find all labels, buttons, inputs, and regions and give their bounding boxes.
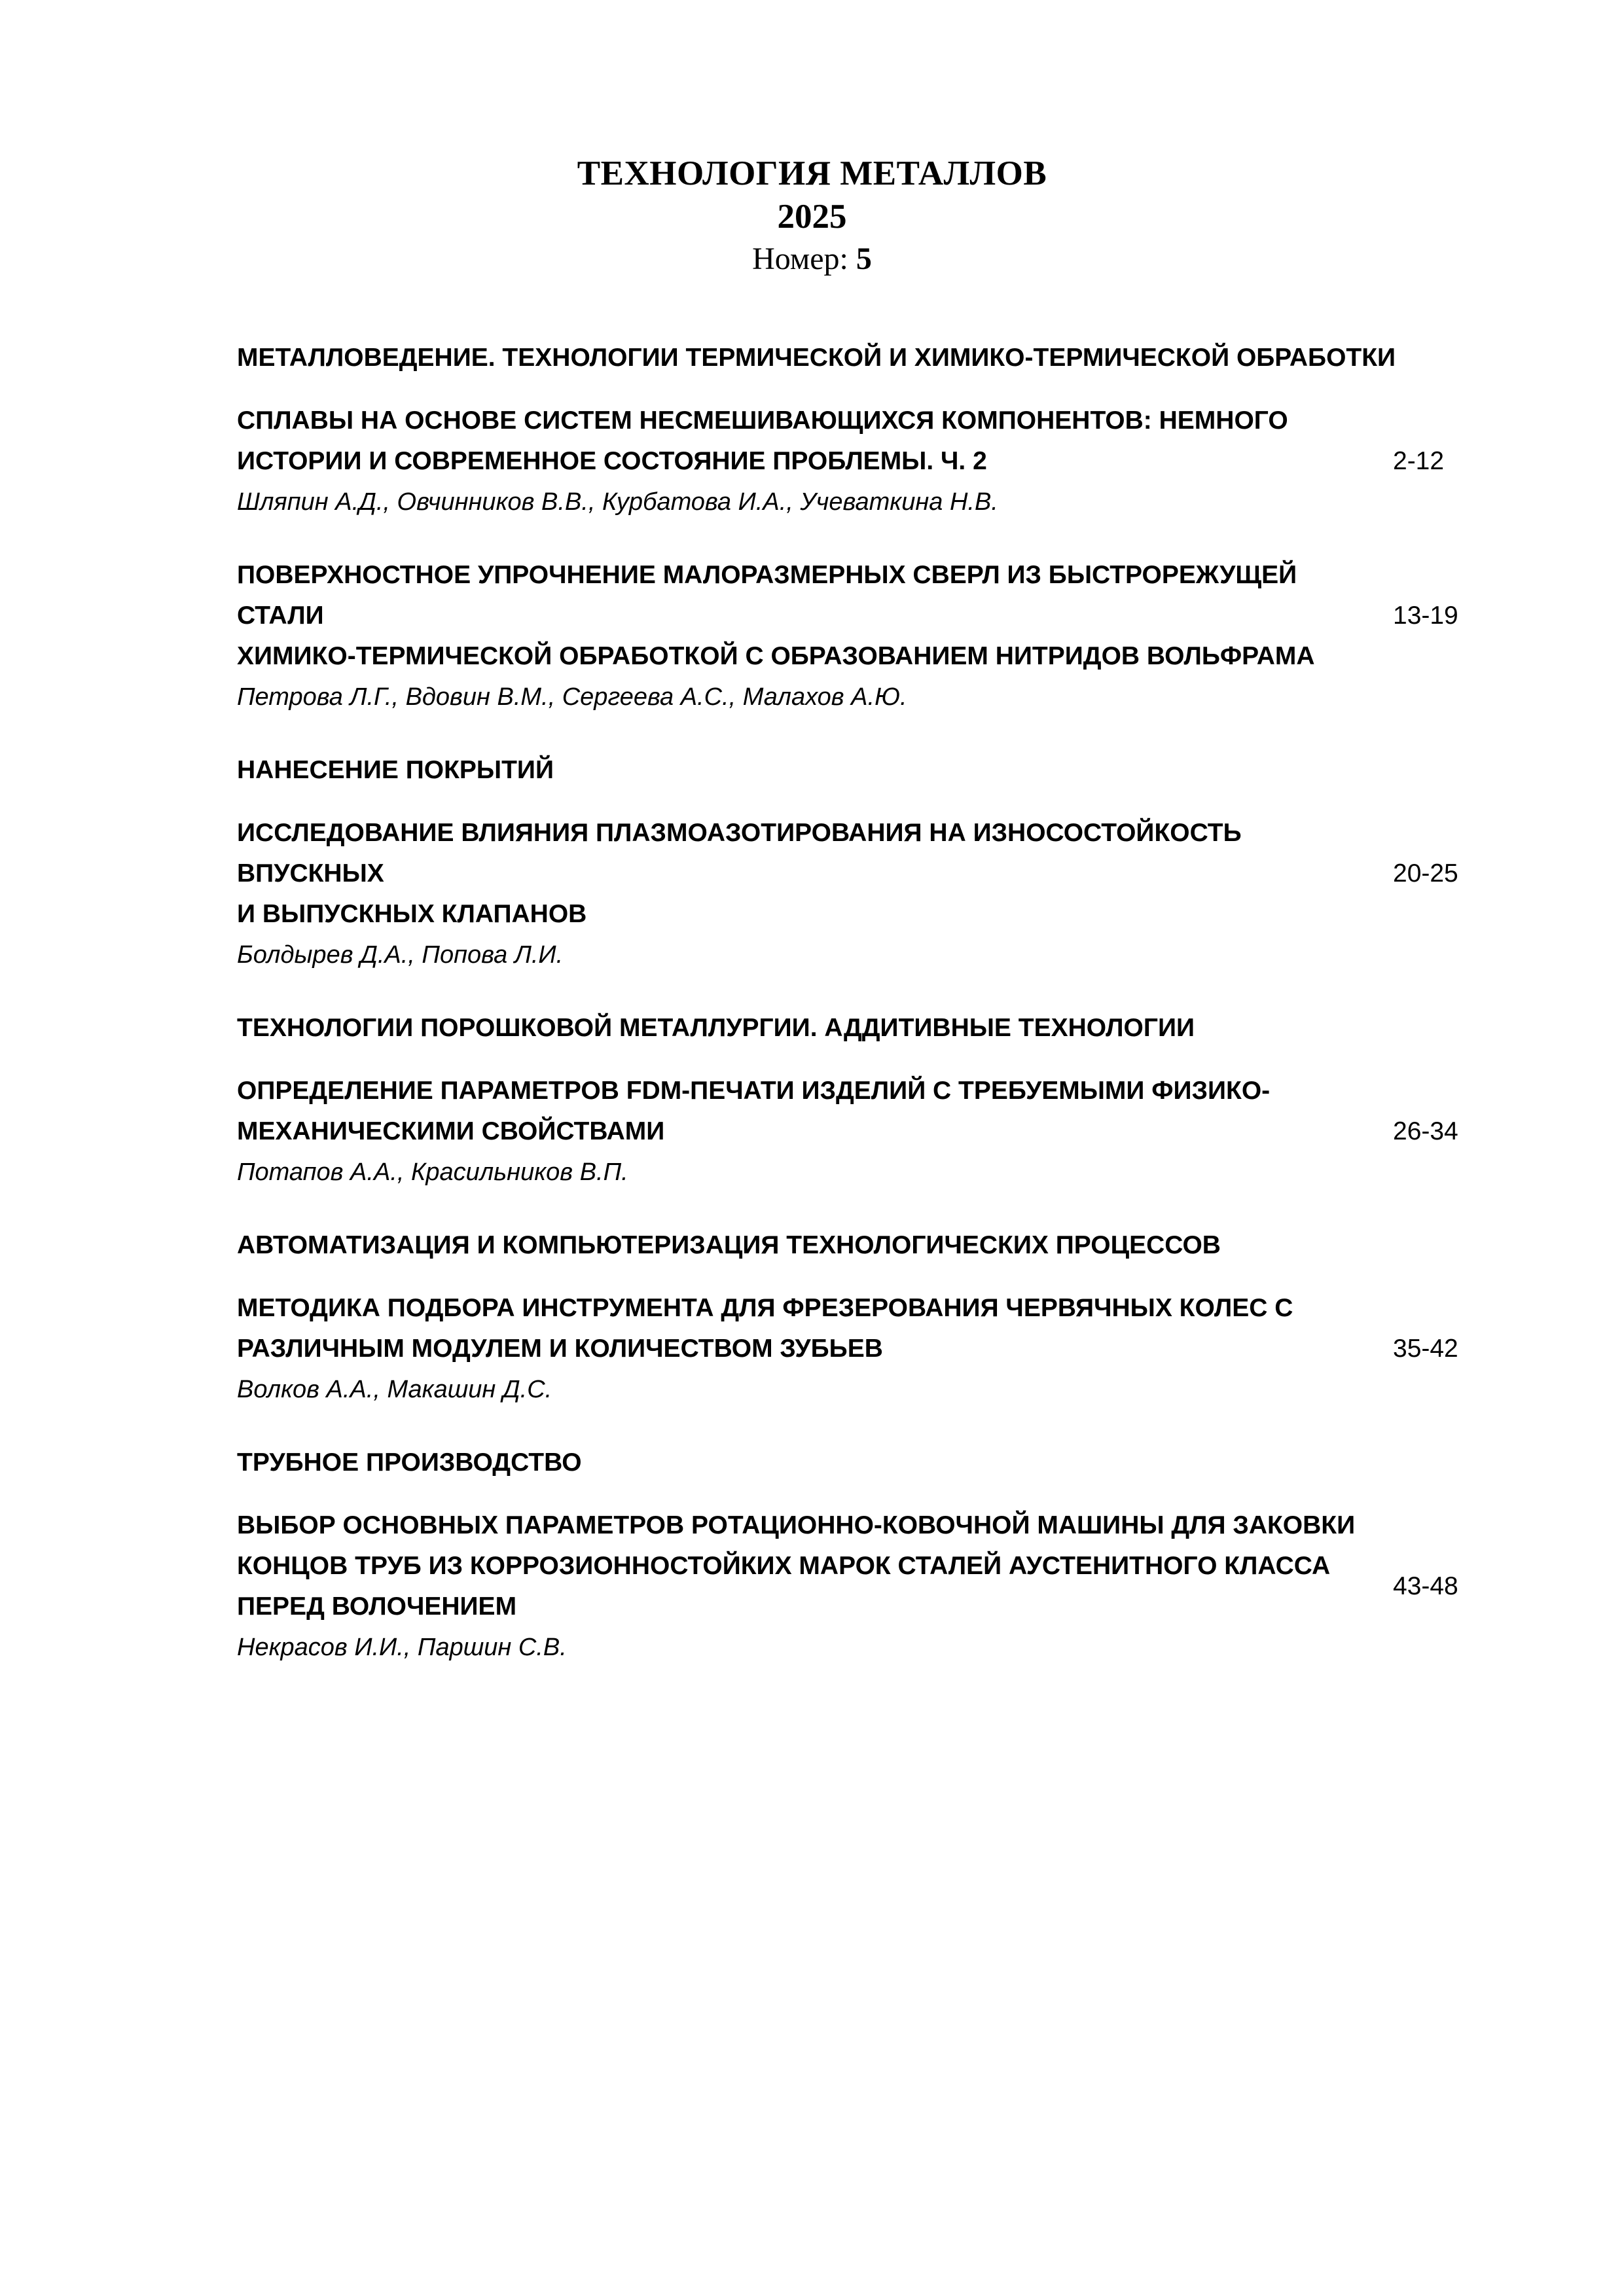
toc-entry[interactable] [237,1071,1481,1193]
toc-entry[interactable] [237,1288,1481,1410]
section-heading: МЕТАЛЛОВЕДЕНИЕ. ТЕХНОЛОГИИ ТЕРМИЧЕСКОЙ И ХИМИКО-ТЕРМИЧЕСКОЙ ОБРАБОТКИ [237,344,1396,372]
toc-entry[interactable] [237,401,1481,522]
article-title-line: И ВЫПУСКНЫХ КЛАПАНОВ [237,900,587,928]
spacer [237,522,1481,555]
article-authors: Некрасов И.И., Паршин С.В. [237,1634,567,1661]
spacer [237,1193,1481,1225]
article-title-line: ПЕРЕД ВОЛОЧЕНИЕМ [237,1592,517,1621]
spacer [237,378,1481,401]
toc-entry[interactable] [237,555,1481,717]
section-heading: НАНЕСЕНИЕ ПОКРЫТИЙ [237,756,554,784]
article-authors: Шляпин А.Д., Овчинников В.В., Курбатова И.А., Учеваткина Н.В. [237,488,998,516]
journal-year: 2025 [777,198,847,236]
article-authors: Болдырев Д.А., Попова Л.И. [237,941,564,969]
journal-header [0,152,1624,280]
spacer [237,717,1481,750]
article-title-line: ИСТОРИИ И СОВРЕМЕННОЕ СОСТОЯНИЕ ПРОБЛЕМЫ. Ч. 2 [237,447,987,475]
article-title-line: ИССЛЕДОВАНИЕ ВЛИЯНИЯ ПЛАЗМОАЗОТИРОВАНИЯ НА ИЗНОСОСТОЙКОСТЬ ВПУСКНЫХ [237,819,1242,888]
section-heading: ТЕХНОЛОГИИ ПОРОШКОВОЙ МЕТАЛЛУРГИИ. АДДИТИВНЫЕ ТЕХНОЛОГИИ [237,1014,1195,1042]
article-title-line: ВЫБОР ОСНОВНЫХ ПАРАМЕТРОВ РОТАЦИОННО-КОВОЧНОЙ МАШИНЫ ДЛЯ ЗАКОВКИ [237,1511,1356,1539]
spacer [237,1668,1481,1700]
spacer [237,1410,1481,1443]
article-authors: Волков А.А., Макашин Д.С. [237,1376,552,1403]
article-title-line: СПЛАВЫ НА ОСНОВЕ СИСТЕМ НЕСМЕШИВАЮЩИХСЯ КОМПОНЕНТОВ: НЕМНОГО [237,406,1288,435]
issue-line [0,238,1624,280]
table-of-contents [237,338,1481,1700]
toc-entry[interactable] [237,813,1481,975]
spacer [237,791,1481,813]
article-authors: Потапов А.А., Красильников В.П. [237,1158,628,1186]
issue-label: Номер: [752,242,856,276]
page-range: 26-34 [1393,1117,1458,1145]
issue-number: 5 [856,242,872,276]
article-title-line: МЕТОДИКА ПОДБОРА ИНСТРУМЕНТА ДЛЯ ФРЕЗЕРОВАНИЯ ЧЕРВЯЧНЫХ КОЛЕС С [237,1294,1293,1322]
article-title-line: КОНЦОВ ТРУБ ИЗ КОРРОЗИОННОСТОЙКИХ МАРОК СТАЛЕЙ АУСТЕНИТНОГО КЛАССА [237,1552,1331,1580]
page-range: 35-42 [1393,1335,1458,1363]
spacer [237,1483,1481,1505]
article-title-line: ПОВЕРХНОСТНОЕ УПРОЧНЕНИЕ МАЛОРАЗМЕРНЫХ СВЕРЛ ИЗ БЫСТРОРЕЖУЩЕЙ СТАЛИ [237,561,1297,630]
article-authors: Петрова Л.Г., Вдовин В.М., Сергеева А.С., Малахов А.Ю. [237,683,907,711]
article-title-line: РАЗЛИЧНЫМ МОДУЛЕМ И КОЛИЧЕСТВОМ ЗУБЬЕВ [237,1335,883,1363]
page-range: 13-19 [1393,601,1458,630]
page-range: 2-12 [1393,447,1445,475]
spacer [237,1266,1481,1288]
article-title-line: МЕХАНИЧЕСКИМИ СВОЙСТВАМИ [237,1117,665,1145]
section-heading: АВТОМАТИЗАЦИЯ И КОМПЬЮТЕРИЗАЦИЯ ТЕХНОЛОГИЧЕСКИХ ПРОЦЕССОВ [237,1231,1221,1259]
spacer [237,975,1481,1008]
journal-title: ТЕХНОЛОГИЯ МЕТАЛЛОВ [577,154,1047,192]
article-title-line: ОПРЕДЕЛЕНИЕ ПАРАМЕТРОВ FDM-ПЕЧАТИ ИЗДЕЛИЙ С ТРЕБУЕМЫМИ ФИЗИКО- [237,1077,1271,1105]
toc-entry[interactable] [237,1505,1481,1668]
page-range: 20-25 [1393,859,1458,888]
article-title-line: ХИМИКО-ТЕРМИЧЕСКОЙ ОБРАБОТКОЙ С ОБРАЗОВАНИЕМ НИТРИДОВ ВОЛЬФРАМА [237,642,1315,670]
spacer [237,1049,1481,1071]
page-range: 43-48 [1393,1572,1458,1600]
section-heading: ТРУБНОЕ ПРОИЗВОДСТВО [237,1448,582,1477]
